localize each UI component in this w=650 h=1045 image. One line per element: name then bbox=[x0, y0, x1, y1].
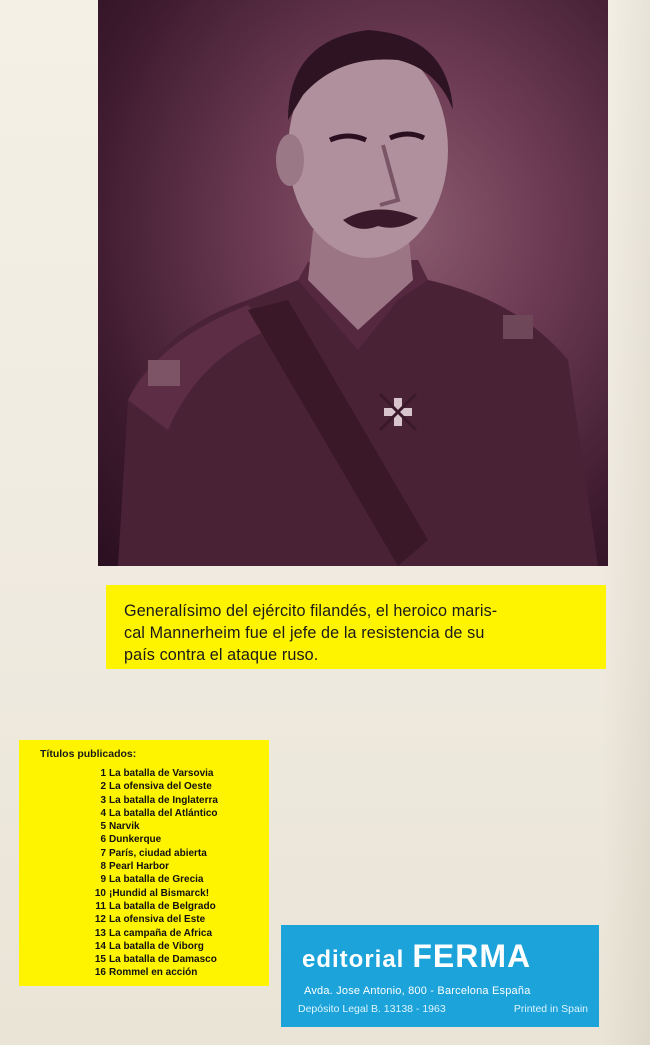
title-item bbox=[80, 767, 218, 780]
title-number: 1 bbox=[100, 768, 106, 779]
title-number: 10 bbox=[94, 887, 106, 899]
title-number: 2 bbox=[100, 781, 106, 793]
title-item bbox=[80, 807, 218, 820]
title-number: 12 bbox=[94, 914, 106, 926]
title-number: 5 bbox=[100, 821, 106, 833]
title-text: ¡Hundid al Bismarck! bbox=[109, 887, 210, 899]
title-number: 9 bbox=[100, 874, 106, 886]
title-item bbox=[80, 860, 218, 873]
title-text: Narvik bbox=[109, 821, 140, 833]
page-edge-shadow bbox=[602, 0, 650, 1045]
title-number: 16 bbox=[94, 967, 106, 979]
title-item bbox=[80, 873, 218, 886]
title-text: La batalla de Varsovia bbox=[109, 768, 214, 779]
title-item bbox=[80, 794, 218, 807]
title-number: 13 bbox=[94, 927, 106, 939]
publisher-prefix: editorial bbox=[302, 946, 405, 973]
title-number: 6 bbox=[100, 834, 106, 846]
portrait-photo bbox=[98, 0, 608, 566]
title-item bbox=[80, 900, 218, 913]
title-item bbox=[80, 780, 218, 793]
title-item bbox=[80, 953, 218, 966]
title-text: La batalla de Belgrado bbox=[109, 900, 216, 912]
title-number: 15 bbox=[94, 954, 106, 966]
title-item bbox=[80, 820, 218, 833]
title-text: La ofensiva del Este bbox=[109, 914, 206, 926]
title-number: 8 bbox=[100, 861, 106, 873]
title-text: París, ciudad abierta bbox=[109, 847, 207, 859]
publisher-logo bbox=[302, 938, 531, 975]
legal-deposit: Depósito Legal B. 13138 - 1963 bbox=[298, 1003, 446, 1015]
title-text: Dunkerque bbox=[109, 834, 162, 846]
title-number: 11 bbox=[95, 900, 106, 912]
title-item bbox=[80, 887, 218, 900]
title-text: La campaña de Africa bbox=[109, 927, 213, 939]
title-text: La batalla de Damasco bbox=[109, 954, 217, 966]
title-number: 3 bbox=[100, 794, 106, 806]
publisher-legal-line bbox=[298, 1003, 588, 1015]
printed-in: Printed in Spain bbox=[513, 1003, 588, 1015]
caption-line: cal Mannerheim fue el jefe de la resistencia de su bbox=[124, 624, 485, 642]
publisher-address: Avda. Jose Antonio, 800 - Barcelona España bbox=[304, 985, 531, 997]
title-number: 14 bbox=[94, 940, 106, 952]
title-text: La ofensiva del Oeste bbox=[109, 781, 212, 793]
title-number: 7 bbox=[100, 847, 106, 859]
title-text: La batalla de Viborg bbox=[109, 940, 204, 952]
photo-caption bbox=[124, 600, 596, 666]
title-text: La batalla de Inglaterra bbox=[109, 794, 218, 806]
ear bbox=[276, 134, 304, 186]
title-text: La batalla del Atlántico bbox=[109, 807, 218, 819]
caption-line: Generalísimo del ejército filandés, el heroico maris- bbox=[124, 602, 498, 620]
title-text: Rommel en acción bbox=[109, 967, 198, 979]
title-item bbox=[80, 940, 218, 953]
cross-medal bbox=[380, 394, 416, 430]
caption-line: país contra el ataque ruso. bbox=[124, 646, 319, 664]
title-item bbox=[80, 966, 218, 979]
title-number: 4 bbox=[100, 807, 106, 819]
title-item bbox=[80, 847, 218, 860]
publisher-name: FERMA bbox=[412, 938, 532, 974]
portrait-illustration bbox=[98, 0, 608, 566]
published-titles-list bbox=[80, 767, 218, 980]
published-titles-heading: Títulos publicados: bbox=[40, 748, 137, 760]
title-text: Pearl Harbor bbox=[109, 861, 170, 873]
title-text: La batalla de Grecia bbox=[109, 874, 204, 886]
title-item bbox=[80, 927, 218, 940]
title-item bbox=[80, 833, 218, 846]
title-item bbox=[80, 913, 218, 926]
